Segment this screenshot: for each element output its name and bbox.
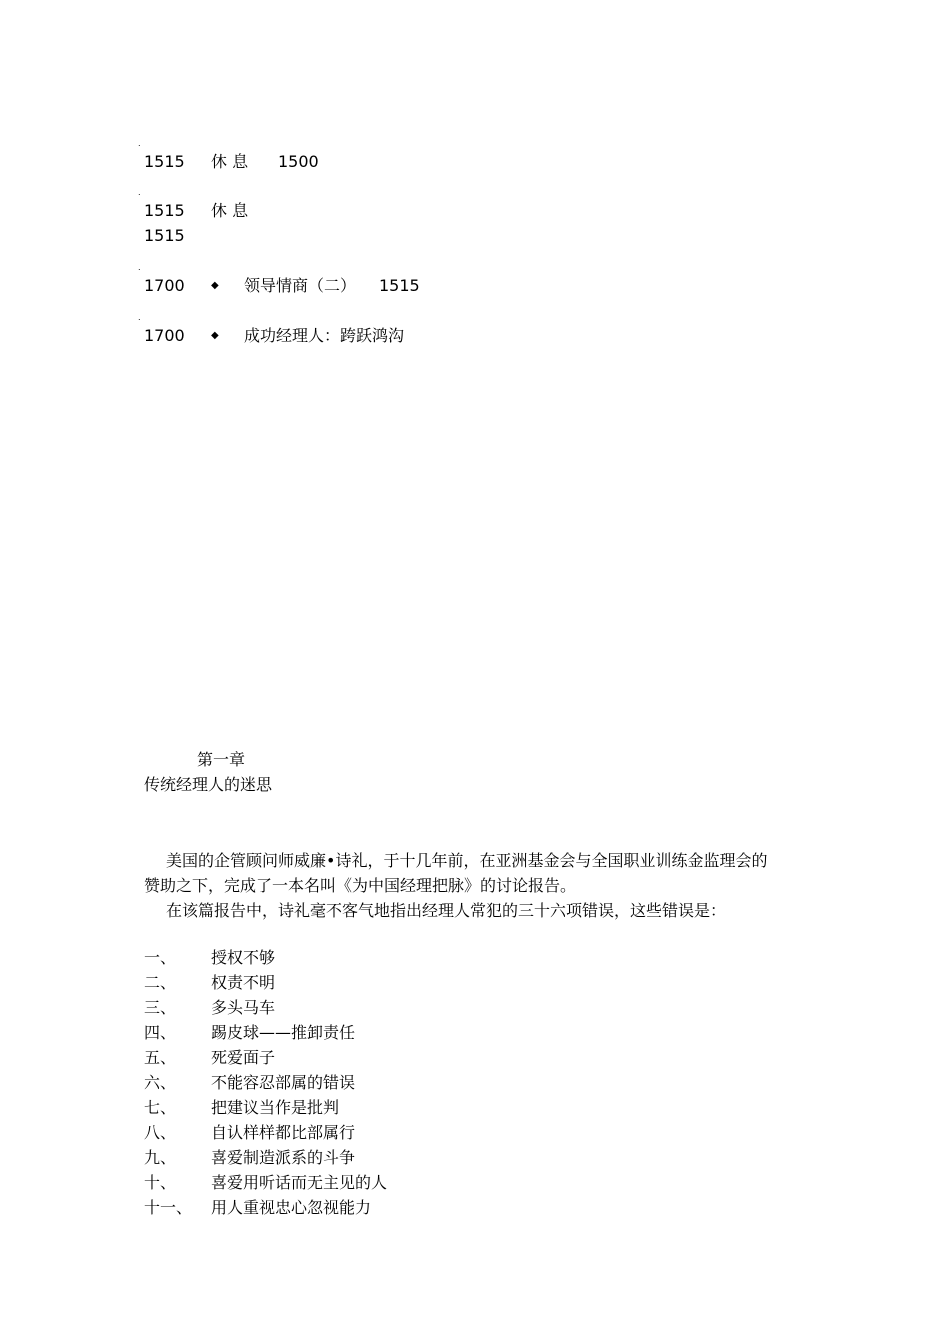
schedule-time: 1515 [144,226,185,245]
schedule-item: 领导情商（二） [244,276,357,295]
list-item: 授权不够 [211,948,276,967]
diamond-bullet-icon: ◆ [211,330,219,341]
paragraph-line: 美国的企管顾问师威廉•诗礼，于十几年前，在亚洲基金会与全国职业训练金监理会的 [166,851,768,870]
schedule-time: 1515 [144,201,185,220]
list-number: 四、 [144,1023,177,1042]
list-item: 死爱面子 [211,1048,276,1067]
schedule-item: 休 息 [211,201,249,220]
intro-paragraph [144,848,824,923]
bullet-dot: . [138,263,141,272]
list-number: 二、 [144,973,177,992]
bullet-dot: . [138,139,141,148]
schedule-time: 1700 [144,326,185,345]
list-number: 七、 [144,1098,177,1117]
list-number: 一、 [144,948,177,967]
list-number: 十、 [144,1173,177,1192]
chapter-title: 传统经理人的迷思 [144,775,273,794]
schedule-time: 1700 [144,276,185,295]
schedule-end-time: 1515 [379,276,420,295]
schedule-end-time: 1500 [278,152,319,171]
list-item: 权责不明 [211,973,276,992]
list-item: 把建议当作是批判 [211,1098,340,1117]
list-number: 三、 [144,998,177,1017]
list-number: 十一、 [144,1198,193,1217]
list-number: 六、 [144,1073,177,1092]
diamond-bullet-icon: ◆ [211,280,219,291]
list-item: 自认样样都比部属行 [211,1123,356,1142]
list-item: 喜爱制造派系的斗争 [211,1148,356,1167]
list-item: 不能容忍部属的错误 [211,1073,356,1092]
schedule-time: 1515 [144,152,185,171]
chapter-number: 第一章 [197,750,246,769]
paragraph-line: 赞助之下，完成了一本名叫《为中国经理把脉》的讨论报告。 [144,876,577,895]
schedule-item: 成功经理人：跨跃鸿沟 [244,326,405,345]
schedule-item: 休 息 [211,152,249,171]
list-number: 五、 [144,1048,177,1067]
list-item: 喜爱用听话而无主见的人 [211,1173,388,1192]
list-number: 八、 [144,1123,177,1142]
list-item: 踢皮球——推卸责任 [211,1023,356,1042]
bullet-dot: . [138,313,141,322]
bullet-dot: . [138,188,141,197]
list-item: 用人重视忠心忽视能力 [211,1198,372,1217]
paragraph-line: 在该篇报告中，诗礼毫不客气地指出经理人常犯的三十六项错误，这些错误是： [166,901,727,920]
list-item: 多头马车 [211,998,276,1017]
list-number: 九、 [144,1148,177,1167]
